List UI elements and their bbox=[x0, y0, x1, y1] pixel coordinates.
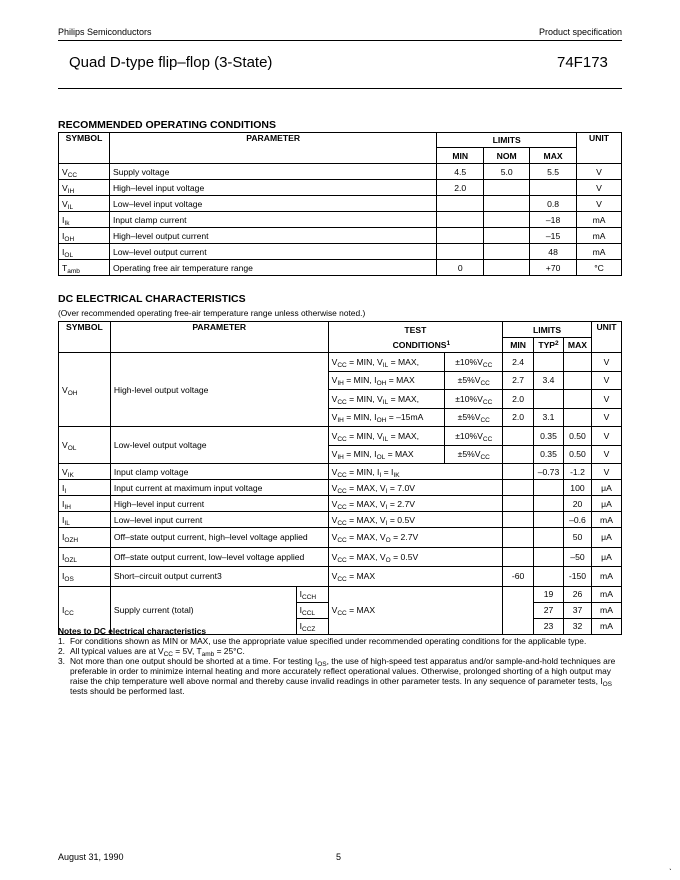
dc-tolerance: $\pm 10\%V_{CC}$ bbox=[445, 353, 503, 372]
roc-h-parameter: PARAMETER bbox=[109, 133, 436, 164]
dc-max: 50 bbox=[563, 528, 591, 548]
dc-section-title: DC ELECTRICAL CHARACTERISTICS bbox=[58, 293, 246, 305]
dc-max: -1.2 bbox=[563, 464, 591, 480]
dc-max: 20 bbox=[563, 496, 591, 512]
dc-typ: 23 bbox=[534, 618, 564, 634]
roc-max: +70 bbox=[530, 260, 577, 276]
dc-min: -60 bbox=[503, 567, 534, 587]
dc-tolerance: $\pm 5\%V_{CC}$ bbox=[445, 445, 503, 464]
note-1: 1. For conditions shown as MIN or MAX, use the appropriate value specified under recommended operating conditions for the applicable type. bbox=[58, 636, 587, 646]
roc-row bbox=[59, 244, 622, 260]
roc-row bbox=[59, 180, 622, 196]
dc-max: 37 bbox=[563, 602, 591, 618]
dc-row bbox=[59, 464, 622, 480]
dc-unit: V bbox=[591, 390, 621, 409]
dc-unit: mA bbox=[591, 586, 621, 602]
roc-section-title: RECOMMENDED OPERATING CONDITIONS bbox=[58, 119, 276, 131]
dc-max: 32 bbox=[563, 618, 591, 634]
roc-min: 4.5 bbox=[437, 164, 484, 180]
dc-row bbox=[59, 567, 622, 587]
dc-max: –0.6 bbox=[563, 512, 591, 528]
roc-max: 0.8 bbox=[530, 196, 577, 212]
dc-symbol: $I_{CC}$ bbox=[59, 586, 111, 634]
dc-row bbox=[59, 528, 622, 548]
dc-max bbox=[563, 390, 591, 409]
dc-symbol: $I_{OZL}$ bbox=[59, 547, 111, 567]
roc-symbol: $V_{CC}$ bbox=[59, 164, 110, 180]
roc-row bbox=[59, 228, 622, 244]
dc-min bbox=[503, 512, 534, 528]
dc-min bbox=[503, 427, 534, 446]
roc-unit: mA bbox=[577, 212, 622, 228]
dc-max bbox=[563, 408, 591, 427]
dc-parameter: High-level output voltage bbox=[110, 353, 328, 427]
dc-unit: V bbox=[591, 427, 621, 446]
roc-symbol: $I_{OH}$ bbox=[59, 228, 110, 244]
dc-condition: $V_{IH}$ = MIN, $I_{OH}$ = MAX bbox=[328, 371, 445, 390]
dc-typ bbox=[534, 547, 564, 567]
dc-unit: μA bbox=[591, 547, 621, 567]
dc-typ bbox=[534, 390, 564, 409]
dc-min: 2.0 bbox=[503, 390, 534, 409]
dc-tolerance: $\pm 5\%V_{CC}$ bbox=[445, 371, 503, 390]
dc-row bbox=[59, 586, 622, 602]
dc-condition: $V_{CC}$ = MAX, $V_I = 2.7V$ bbox=[328, 496, 503, 512]
dc-unit: μA bbox=[591, 480, 621, 496]
dc-symbol: $I_{OS}$ bbox=[59, 567, 111, 587]
roc-parameter: Supply voltage bbox=[109, 164, 436, 180]
dc-symbol: $I_I$ bbox=[59, 480, 111, 496]
dc-subsymbol: $I_{CCZ}$ bbox=[296, 618, 328, 634]
roc-max: 5.5 bbox=[530, 164, 577, 180]
roc-min: 2.0 bbox=[437, 180, 484, 196]
dc-unit: V bbox=[591, 353, 621, 372]
dc-unit: μA bbox=[591, 496, 621, 512]
roc-min: 0 bbox=[437, 260, 484, 276]
dc-tolerance: $\pm 5\%V_{CC}$ bbox=[445, 408, 503, 427]
dc-parameter: Input clamp voltage bbox=[110, 464, 328, 480]
roc-h-symbol: SYMBOL bbox=[59, 133, 110, 164]
roc-row bbox=[59, 212, 622, 228]
dc-min bbox=[503, 547, 534, 567]
roc-unit: °C bbox=[577, 260, 622, 276]
dc-condition: $V_{CC}$ = MIN, $V_{IL}$ = MAX, bbox=[328, 427, 445, 446]
roc-min bbox=[437, 244, 484, 260]
dc-max bbox=[563, 371, 591, 390]
dc-symbol: $I_{OZH}$ bbox=[59, 528, 111, 548]
dc-row bbox=[59, 547, 622, 567]
roc-h-limits: LIMITS bbox=[437, 133, 577, 148]
roc-unit: mA bbox=[577, 228, 622, 244]
roc-row bbox=[59, 196, 622, 212]
roc-symbol: $V_{IL}$ bbox=[59, 196, 110, 212]
dc-condition: $V_{CC}$ = MIN, $I_I = I_{IK}$ bbox=[328, 464, 503, 480]
dc-condition: $V_{CC}$ = MAX, $V_I = 0.5V$ bbox=[328, 512, 503, 528]
dc-condition: $V_{CC}$ = MIN, $V_{IL}$ = MAX, bbox=[328, 353, 445, 372]
dc-typ bbox=[534, 353, 564, 372]
dc-tolerance: $\pm 10\%V_{CC}$ bbox=[445, 390, 503, 409]
dc-subsymbol: $I_{CCL}$ bbox=[296, 602, 328, 618]
roc-unit: mA bbox=[577, 244, 622, 260]
dc-typ: 3.1 bbox=[534, 408, 564, 427]
roc-row bbox=[59, 164, 622, 180]
dc-typ: 3.4 bbox=[534, 371, 564, 390]
roc-parameter: High–level input voltage bbox=[109, 180, 436, 196]
roc-h-nom: NOM bbox=[484, 148, 530, 164]
dc-typ bbox=[534, 496, 564, 512]
notes bbox=[58, 626, 620, 696]
dc-min bbox=[503, 480, 534, 496]
dc-typ bbox=[534, 567, 564, 587]
dc-h-symbol: SYMBOL bbox=[59, 322, 111, 353]
roc-unit: V bbox=[577, 164, 622, 180]
dc-symbol: $I_{IH}$ bbox=[59, 496, 111, 512]
dc-typ: 0.35 bbox=[534, 445, 564, 464]
dc-typ bbox=[534, 512, 564, 528]
dc-h-max: MAX bbox=[563, 338, 591, 353]
dc-min: 2.0 bbox=[503, 408, 534, 427]
roc-h-max: MAX bbox=[530, 148, 577, 164]
roc-max bbox=[530, 180, 577, 196]
dc-h-conditions: CONDITIONS$^1$ bbox=[328, 338, 503, 353]
dc-condition: $V_{IH}$ = MIN, $I_{OL}$ = MAX bbox=[328, 445, 445, 464]
dc-max bbox=[563, 353, 591, 372]
roc-parameter: Low–level input voltage bbox=[109, 196, 436, 212]
dc-typ: –0.73 bbox=[534, 464, 564, 480]
dc-unit: mA bbox=[591, 602, 621, 618]
dc-typ: 27 bbox=[534, 602, 564, 618]
dc-unit: mA bbox=[591, 618, 621, 634]
roc-unit: V bbox=[577, 196, 622, 212]
dc-min bbox=[503, 445, 534, 464]
dc-subsymbol: $I_{CCH}$ bbox=[296, 586, 328, 602]
roc-parameter: Input clamp current bbox=[109, 212, 436, 228]
roc-nom bbox=[484, 260, 530, 276]
roc-max: –15 bbox=[530, 228, 577, 244]
dc-h-unit: UNIT bbox=[591, 322, 621, 353]
dc-parameter: Off–state output current, high–level voltage applied bbox=[110, 528, 328, 548]
dc-parameter: Supply current (total) bbox=[110, 586, 296, 634]
dc-condition: $V_{CC}$ = MAX bbox=[328, 567, 503, 587]
dc-h-test: TEST bbox=[328, 322, 503, 338]
dc-typ: 19 bbox=[534, 586, 564, 602]
footer-date: August 31, 1990 bbox=[58, 852, 124, 862]
dc-table bbox=[58, 321, 622, 635]
dc-max: 0.50 bbox=[563, 445, 591, 464]
dc-condition: $V_{CC}$ = MAX, $V_I = 7.0V$ bbox=[328, 480, 503, 496]
dc-parameter: High–level input current bbox=[110, 496, 328, 512]
dc-unit: V bbox=[591, 464, 621, 480]
roc-symbol: $T_{amb}$ bbox=[59, 260, 110, 276]
dc-symbol: $V_{OL}$ bbox=[59, 427, 111, 464]
roc-parameter: Low–level output current bbox=[109, 244, 436, 260]
corner-mark: ˎ bbox=[669, 860, 672, 870]
company-name: Philips Semiconductors bbox=[58, 27, 152, 37]
dc-h-typ: TYP$^2$ bbox=[534, 338, 564, 353]
page-title: Quad D-type flip–flop (3-State) bbox=[69, 54, 273, 71]
roc-nom bbox=[484, 228, 530, 244]
note-3: 3. Not more than one output should be shorted at a time. For testing $I_{OS}$, the use of high-speed test apparatus and/or sample-and-hold techniques are preferable in order to minimize internal heating and more accurately reflect operational values. Otherwise, prolonged shorting of a high output may raise the chip temperature well above normal and thereby cause invalid readings in other parameter tests. In any sequence of parameter tests, $I_{OS}$ tests should be performed last. bbox=[58, 656, 616, 696]
roc-min bbox=[437, 228, 484, 244]
dc-symbol: $I_{IL}$ bbox=[59, 512, 111, 528]
dc-max: 26 bbox=[563, 586, 591, 602]
dc-row bbox=[59, 496, 622, 512]
roc-unit: V bbox=[577, 180, 622, 196]
roc-symbol: $V_{IH}$ bbox=[59, 180, 110, 196]
dc-row bbox=[59, 512, 622, 528]
dc-parameter: Low-level output voltage bbox=[110, 427, 328, 464]
roc-max: –18 bbox=[530, 212, 577, 228]
roc-nom bbox=[484, 180, 530, 196]
roc-nom bbox=[484, 196, 530, 212]
doc-type: Product specification bbox=[538, 27, 622, 37]
dc-min bbox=[503, 496, 534, 512]
dc-unit: mA bbox=[591, 512, 621, 528]
dc-row bbox=[59, 353, 622, 372]
roc-table bbox=[58, 132, 622, 276]
dc-min: 2.4 bbox=[503, 353, 534, 372]
roc-max: 48 bbox=[530, 244, 577, 260]
dc-unit: V bbox=[591, 408, 621, 427]
dc-min bbox=[503, 528, 534, 548]
dc-parameter: Short–circuit output current3 bbox=[110, 567, 328, 587]
dc-max: –50 bbox=[563, 547, 591, 567]
dc-parameter: Input current at maximum input voltage bbox=[110, 480, 328, 496]
dc-condition: $V_{CC}$ = MAX bbox=[328, 586, 503, 634]
header-rule-bottom bbox=[58, 88, 622, 89]
page-number: 5 bbox=[336, 852, 342, 862]
dc-h-min: MIN bbox=[503, 338, 534, 353]
roc-min bbox=[437, 212, 484, 228]
roc-nom: 5.0 bbox=[484, 164, 530, 180]
dc-max: 0.50 bbox=[563, 427, 591, 446]
dc-condition: $V_{CC}$ = MIN, $V_{IL}$ = MAX, bbox=[328, 390, 445, 409]
roc-symbol: $I_{OL}$ bbox=[59, 244, 110, 260]
dc-min bbox=[503, 464, 534, 480]
dc-typ bbox=[534, 480, 564, 496]
dc-h-parameter: PARAMETER bbox=[110, 322, 328, 353]
dc-condition: $V_{IH}$ = MIN, $I_{OH} = -15mA$ bbox=[328, 408, 445, 427]
dc-unit: mA bbox=[591, 567, 621, 587]
note-2: 2. All typical values are at $V_{CC} = 5V$, $T_{amb} = 25^\circ C$. bbox=[58, 646, 245, 658]
dc-tolerance: $\pm 10\%V_{CC}$ bbox=[445, 427, 503, 446]
dc-parameter: Off–state output current, low–level voltage applied bbox=[110, 547, 328, 567]
dc-unit: μA bbox=[591, 528, 621, 548]
dc-symbol: $V_{OH}$ bbox=[59, 353, 111, 427]
dc-unit: V bbox=[591, 371, 621, 390]
dc-typ bbox=[534, 528, 564, 548]
roc-parameter: Operating free air temperature range bbox=[109, 260, 436, 276]
dc-row bbox=[59, 427, 622, 446]
dc-h-limits: LIMITS bbox=[503, 322, 592, 338]
roc-nom bbox=[484, 244, 530, 260]
dc-symbol: $V_{IK}$ bbox=[59, 464, 111, 480]
dc-parameter: Low–level input current bbox=[110, 512, 328, 528]
dc-max: -150 bbox=[563, 567, 591, 587]
dc-condition: $V_{CC}$ = MAX, $V_O = 0.5V$ bbox=[328, 547, 503, 567]
dc-unit: V bbox=[591, 445, 621, 464]
roc-row bbox=[59, 260, 622, 276]
roc-nom bbox=[484, 212, 530, 228]
roc-parameter: High–level output current bbox=[109, 228, 436, 244]
roc-h-min: MIN bbox=[437, 148, 484, 164]
dc-typ: 0.35 bbox=[534, 427, 564, 446]
roc-h-unit: UNIT bbox=[577, 133, 622, 164]
dc-min: 2.7 bbox=[503, 371, 534, 390]
dc-max: 100 bbox=[563, 480, 591, 496]
dc-section-subtitle: (Over recommended operating free-air temperature range unless otherwise noted.) bbox=[58, 308, 366, 318]
header-rule-top bbox=[58, 40, 622, 41]
roc-min bbox=[437, 196, 484, 212]
notes-title: Notes to DC electrical characteristics bbox=[58, 626, 207, 636]
roc-symbol: $I_{Ik}$ bbox=[59, 212, 110, 228]
part-number: 74F173 bbox=[557, 54, 608, 71]
dc-condition: $V_{CC}$ = MAX, $V_O = 2.7V$ bbox=[328, 528, 503, 548]
dc-row bbox=[59, 480, 622, 496]
